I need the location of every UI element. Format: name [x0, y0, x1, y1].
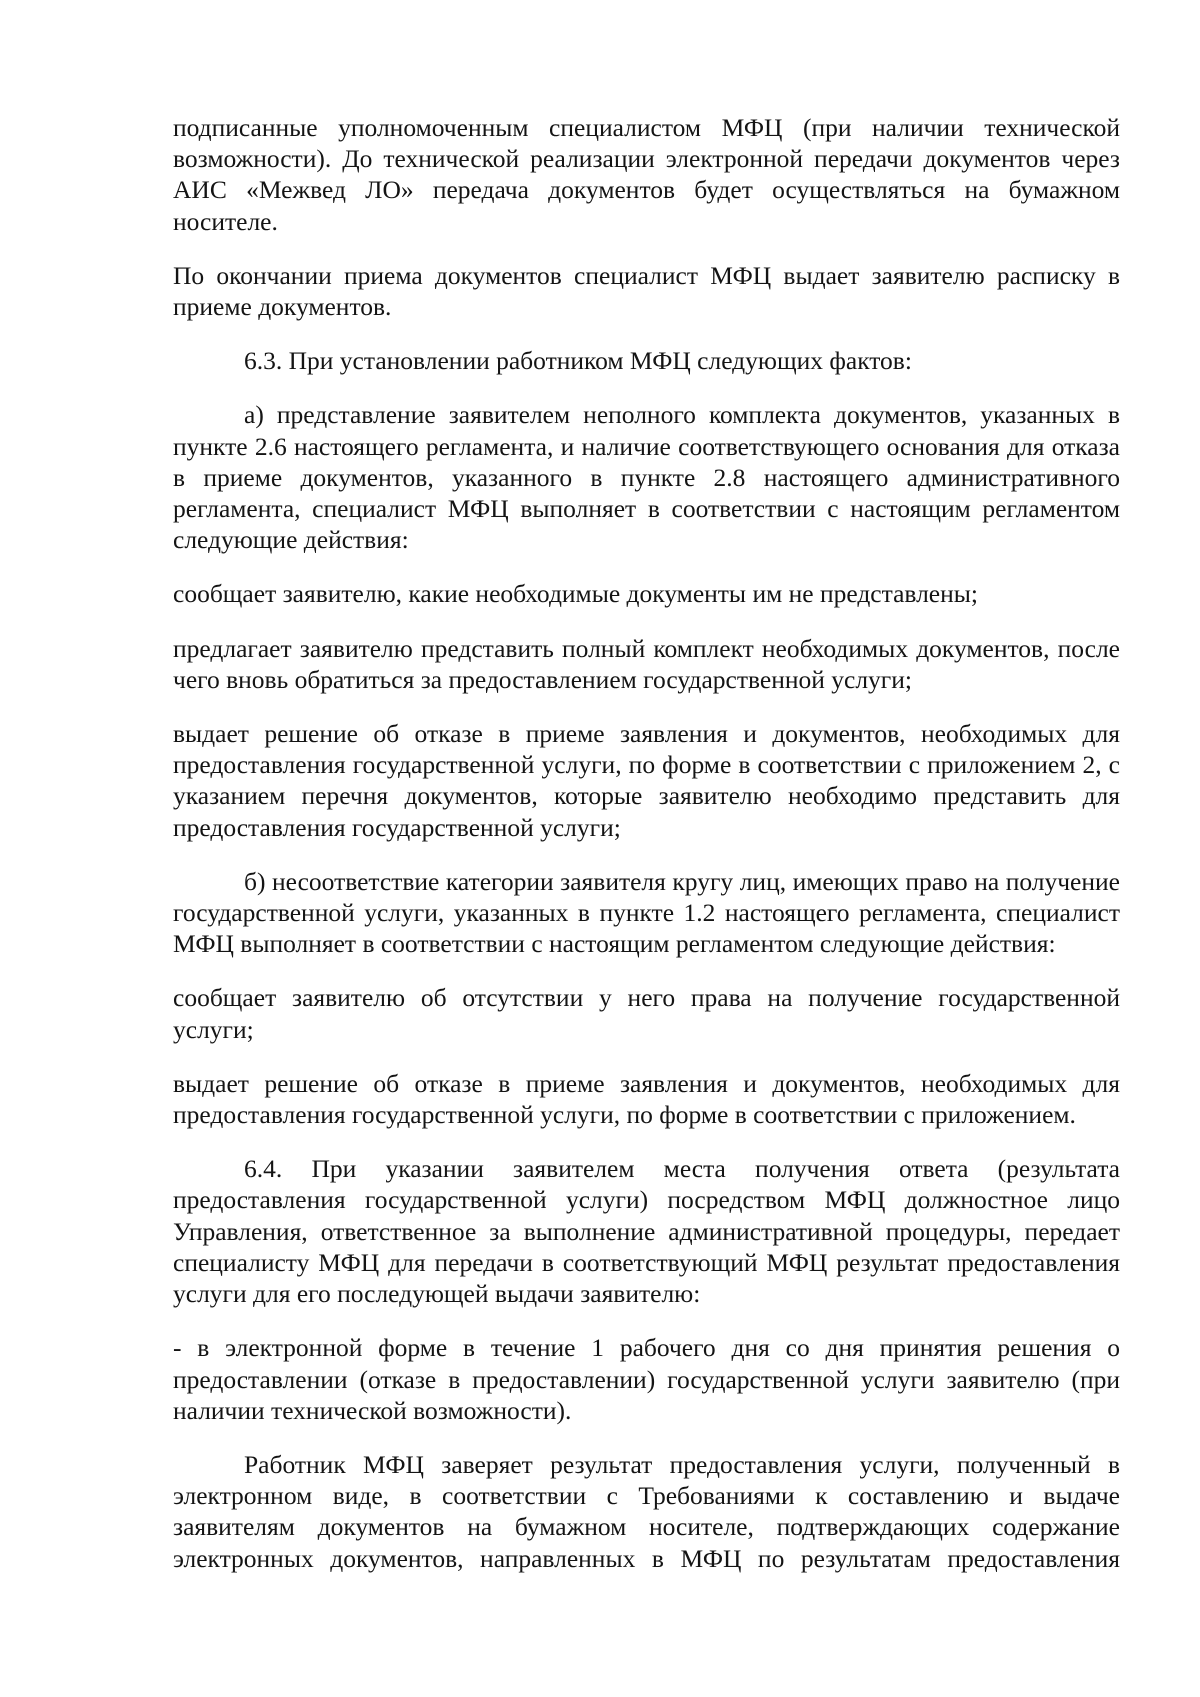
paragraph-6-4: 6.4. При указании заявителем места получения ответа (результата предоставления государственной услуги) посредством МФЦ должностное лицо Управления, ответственное за выполнение административной процедуры, передает специалисту МФЦ для передачи в соответствующий МФЦ результат предоставления услуги для его последующей выдачи заявителю: [173, 1154, 1120, 1309]
paragraph-inform-missing-docs: сообщает заявителю, какие необходимые документы им не представлены; [173, 579, 978, 609]
paragraph-issue-refusal-appendix-2: выдает решение об отказе в приеме заявления и документов, необходимых для предоставления государственной услуги, по форме в соответствии с приложением 2, с указанием перечня документов, которые заявителю необходимо представить для предоставления государственной услуги; [173, 719, 1120, 842]
paragraph-6-3-a: а) представление заявителем неполного комплекта документов, указанных в пункте 2.6 настоящего регламента, и наличие соответствующего основания для отказа в приеме документов, указанного в пункте 2.8 настоящего административного регламента, специалист МФЦ выполняет в соответствии с настоящим регламентом следующие действия: [173, 400, 1120, 555]
paragraph-mfc-signed-docs: подписанные уполномоченным специалистом МФЦ (при наличии технической возможности). До технической реализации электронной передачи документов через АИС «Межвед ЛО» передача документов будет осуществляться на бумажном носителе. [173, 113, 1120, 236]
paragraph-receipt: По окончании приема документов специалист МФЦ выдает заявителю расписку в приеме документов. [173, 260, 1120, 322]
document-page [173, 112, 1120, 1597]
paragraph-issue-refusal: выдает решение об отказе в приеме заявления и документов, необходимых для предоставления государственной услуги, по форме в соответствии с приложением. [173, 1068, 1120, 1130]
paragraph-mfc-certifies: Работник МФЦ заверяет результат предоставления услуги, полученный в электронном виде, в соответствии с Требованиями к составлению и выдаче заявителям документов на бумажном носителе, подтверждающих содержание электронных документов, направленных в МФЦ по результатам предоставления [173, 1449, 1120, 1573]
paragraph-inform-no-right: сообщает заявителю об отсутствии у него права на получение государственной услуги; [173, 983, 1120, 1044]
paragraph-offer-full-set: предлагает заявителю представить полный комплект необходимых документов, после чего вновь обратиться за предоставлением государственной услуги; [173, 633, 1120, 694]
paragraph-6-3: 6.3. При установлении работником МФЦ следующих фактов: [244, 346, 912, 376]
paragraph-electronic-form: - в электронной форме в течение 1 рабочего дня со дня принятия решения о предоставлении (отказе в предоставлении) государственной услуги заявителю (при наличии технической возможности). [173, 1333, 1120, 1425]
paragraph-6-3-b: б) несоответствие категории заявителя кругу лиц, имеющих право на получение государственной услуги, указанных в пункте 1.2 настоящего регламента, специалист МФЦ выполняет в соответствии с настоящим регламентом следующие действия: [173, 866, 1120, 959]
